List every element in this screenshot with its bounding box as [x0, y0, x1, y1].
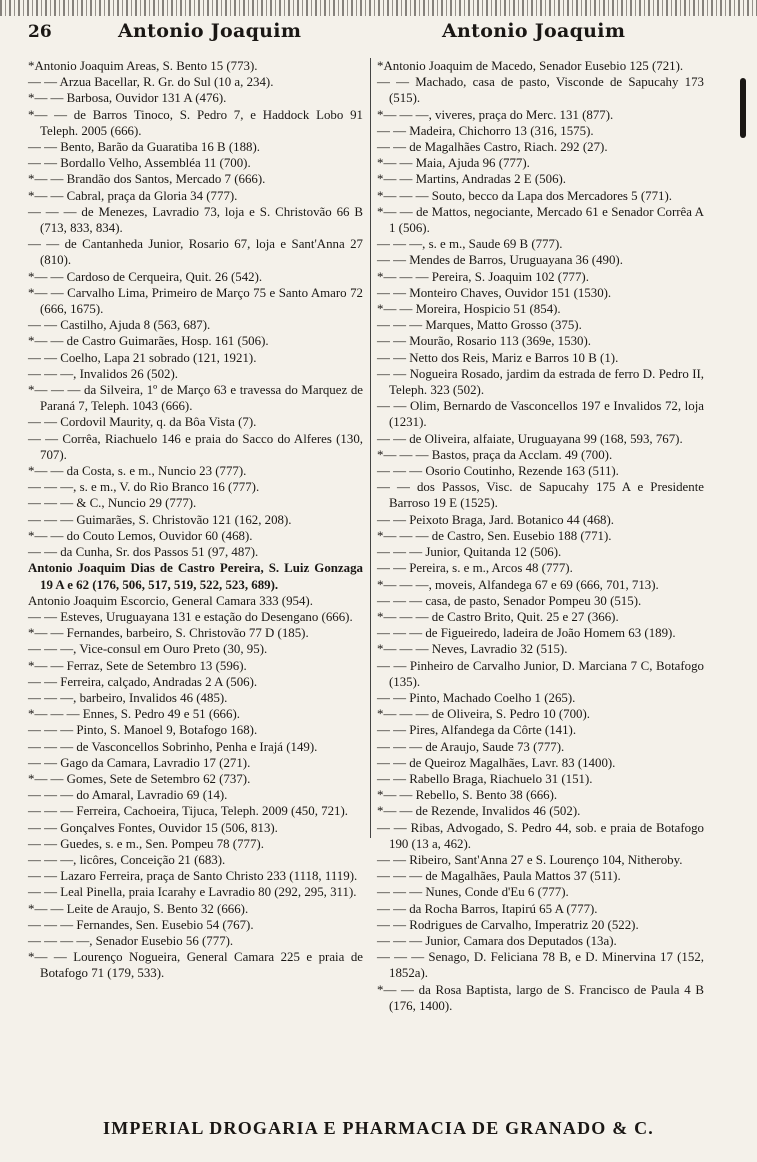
directory-entry: — — Corrêa, Riachuelo 146 e praia do Sacco do Alferes (130, 707).	[28, 431, 363, 462]
directory-entry: — — —, Vice-consul em Ouro Preto (30, 95).	[28, 642, 268, 657]
running-head-right: Antonio Joaquim	[442, 20, 626, 42]
directory-entry: *— — — Bastos, praça da Acclam. 49 (700).	[377, 447, 613, 462]
directory-entry: *— — Lourenço Nogueira, General Camara 225 e praia de Botafogo 71 (179, 533).	[28, 950, 363, 981]
directory-entry: *— — — de Castro Brito, Quit. 25 e 27 (366).	[377, 609, 619, 624]
directory-entry: *— — — Neves, Lavradio 32 (515).	[377, 642, 568, 657]
directory-entry: *— — da Rosa Baptista, largo de S. Francisco de Paula 4 B (176, 1400).	[377, 982, 704, 1013]
directory-entry: — — da Cunha, Sr. dos Passos 51 (97, 487).	[28, 545, 259, 560]
directory-entry: — — — de Araujo, Saude 73 (777).	[377, 739, 565, 754]
directory-entry: — — Mourão, Rosario 113 (369e, 1530).	[377, 334, 591, 349]
directory-entry: *Antonio Joaquim Areas, S. Bento 15 (773).	[28, 59, 258, 73]
directory-entry: — — Cordovil Maurity, q. da Bôa Vista (7).	[28, 415, 257, 430]
directory-entry: *— — Maia, Ajuda 96 (777).	[377, 156, 530, 171]
directory-entry: — — Leal Pinella, praia Icarahy e Lavradio 80 (292, 295, 311).	[28, 885, 357, 900]
directory-entry: — — Lazaro Ferreira, praça de Santo Christo 233 (1118, 1119).	[28, 869, 358, 884]
directory-entry: — — Ferreira, calçado, Andradas 2 A (506).	[28, 674, 258, 689]
directory-entry: — — — Pinto, S. Manoel 9, Botafogo 168).	[28, 723, 258, 738]
directory-entry: — — — Junior, Quitanda 12 (506).	[377, 545, 562, 560]
directory-entry: — — Bento, Barão da Guaratiba 16 B (188).	[28, 140, 260, 155]
directory-entry: — — Bordallo Velho, Assembléa 11 (700).	[28, 156, 251, 171]
directory-entry: — — — casa, de pasto, Senador Pompeu 30 (515).	[377, 593, 642, 608]
directory-entry: *— — Cabral, praça da Gloria 34 (777).	[28, 188, 238, 203]
directory-entry: — — — do Amaral, Lavradio 69 (14).	[28, 788, 228, 803]
directory-entry: — — —, s. e m., V. do Rio Branco 16 (777).	[28, 480, 260, 495]
directory-entry: — — — Nunes, Conde d'Eu 6 (777).	[377, 885, 569, 900]
running-head-left: Antonio Joaquim	[118, 20, 302, 42]
directory-entry: — — da Rocha Barros, Itapirú 65 A (777).	[377, 901, 598, 916]
directory-entry: — — Peixoto Braga, Jard. Botanico 44 (468).	[377, 512, 615, 527]
directory-entry: Antonio Joaquim Dias de Castro Pereira, S. Luiz Gonzaga 19 A e 62 (176, 506, 517, 519, 522, 523, 689).	[28, 561, 363, 592]
directory-entry: — — Rabello Braga, Riachuelo 31 (151).	[377, 771, 593, 786]
directory-entry: — — Coelho, Lapa 21 sobrado (121, 1921).	[28, 350, 257, 365]
column-divider	[370, 58, 371, 838]
directory-entry: — — Machado, casa de pasto, Visconde de Sapucahy 173 (515).	[377, 75, 704, 106]
directory-entry: — — — & C., Nuncio 29 (777).	[28, 496, 197, 511]
directory-entry: *— — Fernandes, barbeiro, S. Christovão 77 D (185).	[28, 626, 309, 641]
margin-bracket	[740, 78, 746, 138]
left-column	[28, 58, 363, 982]
directory-entry: *— — do Couto Lemos, Ouvidor 60 (468).	[28, 528, 253, 543]
directory-entry: *— — Ferraz, Sete de Setembro 13 (596).	[28, 658, 247, 673]
directory-entry: *— — — de Castro, Sen. Eusebio 188 (771).	[377, 528, 612, 543]
directory-entry: — — Pinto, Machado Coelho 1 (265).	[377, 690, 576, 705]
directory-entry: — — —, s. e m., Saude 69 B (777).	[377, 237, 563, 252]
directory-entry: *Antonio Joaquim de Macedo, Senador Eusebio 125 (721).	[377, 59, 684, 73]
directory-entry: — — Rodrigues de Carvalho, Imperatriz 20 (522).	[377, 917, 639, 932]
directory-entry: *— — — da Silveira, 1º de Março 63 e travessa do Marquez de Paraná 7, Teleph. 1043 (666).	[28, 383, 363, 414]
directory-entry: — — dos Passos, Visc. de Sapucahy 175 A e Presidente Barroso 19 E (1525).	[377, 480, 704, 511]
directory-entry: Antonio Joaquim Escorcio, General Camara 333 (954).	[28, 593, 313, 608]
directory-entry: — — de Queiroz Magalhães, Lavr. 83 (1400).	[377, 755, 616, 770]
directory-entry: — — de Oliveira, alfaiate, Uruguayana 99 (168, 593, 767).	[377, 431, 683, 446]
directory-entry: — — Madeira, Chichorro 13 (316, 1575).	[377, 123, 594, 138]
directory-entry: *— — de Rezende, Invalidos 46 (502).	[377, 804, 581, 819]
directory-entry: — — — de Magalhães, Paula Mattos 37 (511).	[377, 869, 621, 884]
directory-entry: — — Esteves, Uruguayana 131 e estação do Desengano (666).	[28, 609, 353, 624]
directory-entry: — — — Guimarães, S. Christovão 121 (162, 208).	[28, 512, 292, 527]
directory-entry: — — de Magalhães Castro, Riach. 292 (27).	[377, 140, 608, 155]
directory-entry: — — Pereira, s. e m., Arcos 48 (777).	[377, 561, 573, 576]
page-header	[0, 20, 757, 46]
directory-entry: — — Guedes, s. e m., Sen. Pompeu 78 (777).	[28, 836, 264, 851]
directory-entry: — — Ribeiro, Sant'Anna 27 e S. Lourenço 104, Nitheroby.	[377, 852, 683, 867]
directory-entry: *— — Cardoso de Cerqueira, Quit. 26 (542).	[28, 269, 263, 284]
directory-entry: *— — — Souto, becco da Lapa dos Mercadores 5 (771).	[377, 188, 672, 203]
directory-entry: *— — —, moveis, Alfandega 67 e 69 (666, 701, 713).	[377, 577, 659, 592]
directory-entry: — — — Marques, Matto Grosso (375).	[377, 318, 582, 333]
directory-entry: — — —, Invalidos 26 (502).	[28, 366, 179, 381]
directory-entry: — — — —, Senador Eusebio 56 (777).	[28, 933, 234, 948]
directory-entry: — — Netto dos Reis, Mariz e Barros 10 B (1).	[377, 350, 619, 365]
page-top-edge	[0, 0, 757, 16]
directory-entry: — — Monteiro Chaves, Ouvidor 151 (1530).	[377, 285, 612, 300]
footer-advertisement: IMPERIAL DROGARIA E PHARMACIA DE GRANADO & C.	[102, 1118, 654, 1138]
directory-entry: *— — —, viveres, praça do Merc. 131 (877).	[377, 107, 614, 122]
directory-entry: — — — Senago, D. Feliciana 78 B, e D. Minervina 17 (152, 1852a).	[377, 950, 704, 981]
right-column	[377, 58, 704, 1014]
directory-entry: — — — de Vasconcellos Sobrinho, Penha e Irajá (149).	[28, 739, 318, 754]
directory-entry: — — Arzua Bacellar, R. Gr. do Sul (10 a, 234).	[28, 75, 274, 90]
directory-entry: *— — da Costa, s. e m., Nuncio 23 (777).	[28, 464, 247, 479]
directory-entry: — — de Cantanheda Junior, Rosario 67, loja e Sant'Anna 27 (810).	[28, 237, 363, 268]
directory-entry: *— — — Ennes, S. Pedro 49 e 51 (666).	[28, 707, 240, 722]
directory-entry: — — Mendes de Barros, Uruguayana 36 (490).	[377, 253, 623, 268]
directory-entry: — — Ribas, Advogado, S. Pedro 44, sob. e praia de Botafogo 190 (13 a, 462).	[377, 820, 704, 851]
directory-entry: — — Pires, Alfandega da Côrte (141).	[377, 723, 577, 738]
directory-entry: *— — — Pereira, S. Joaquim 102 (777).	[377, 269, 589, 284]
directory-entry: *— — Martins, Andradas 2 E (506).	[377, 172, 567, 187]
directory-entry: — — Nogueira Rosado, jardim da estrada de ferro D. Pedro II, Teleph. 323 (502).	[377, 366, 704, 398]
directory-entry: — — — de Figueiredo, ladeira de João Homem 63 (189).	[377, 626, 676, 641]
directory-entry: — — — Osorio Coutinho, Rezende 163 (511).	[377, 464, 619, 479]
directory-entry: — — Gago da Camara, Lavradio 17 (271).	[28, 755, 251, 770]
directory-entry: — — — Fernandes, Sen. Eusebio 54 (767).	[28, 917, 254, 932]
directory-entry: *— — de Mattos, negociante, Mercado 61 e Senador Corrêa A 1 (506).	[377, 204, 704, 236]
directory-entry: *— — Barbosa, Ouvidor 131 A (476).	[28, 91, 227, 106]
directory-entry: — — — Junior, Camara dos Deputados (13a).	[377, 933, 617, 948]
directory-entry: — — Pinheiro de Carvalho Junior, D. Marciana 7 C, Botafogo (135).	[377, 658, 704, 689]
directory-entry: — — Castilho, Ajuda 8 (563, 687).	[28, 318, 211, 333]
directory-entry: — — Olim, Bernardo de Vasconcellos 197 e Invalidos 72, loja (1231).	[377, 399, 704, 430]
directory-entry: *— — Moreira, Hospicio 51 (854).	[377, 302, 561, 317]
directory-entry: *— — de Barros Tinoco, S. Pedro 7, e Haddock Lobo 91 Teleph. 2005 (666).	[28, 107, 363, 138]
directory-entry: *— — Gomes, Sete de Setembro 62 (737).	[28, 771, 251, 786]
directory-entry: — — Gonçalves Fontes, Ouvidor 15 (506, 813).	[28, 820, 278, 835]
directory-entry: — — — Ferreira, Cachoeira, Tijuca, Teleph. 2009 (450, 721).	[28, 804, 348, 819]
directory-entry: *— — Brandão dos Santos, Mercado 7 (666).	[28, 172, 266, 187]
page-number: 26	[28, 22, 52, 42]
directory-entry: *— — de Castro Guimarães, Hosp. 161 (506).	[28, 334, 269, 349]
directory-entry: — — — de Menezes, Lavradio 73, loja e S. Christovão 66 B (713, 833, 834).	[28, 204, 363, 236]
directory-entry: *— — Leite de Araujo, S. Bento 32 (666).	[28, 901, 249, 916]
directory-entry: *— — Rebello, S. Bento 38 (666).	[377, 788, 558, 803]
directory-entry: — — —, licôres, Conceição 21 (683).	[28, 852, 226, 867]
directory-entry: — — —, barbeiro, Invalidos 46 (485).	[28, 690, 228, 705]
directory-entry: *— — Carvalho Lima, Primeiro de Março 75 e Santo Amaro 72 (666, 1675).	[28, 285, 363, 317]
directory-entry: *— — — de Oliveira, S. Pedro 10 (700).	[377, 707, 591, 722]
